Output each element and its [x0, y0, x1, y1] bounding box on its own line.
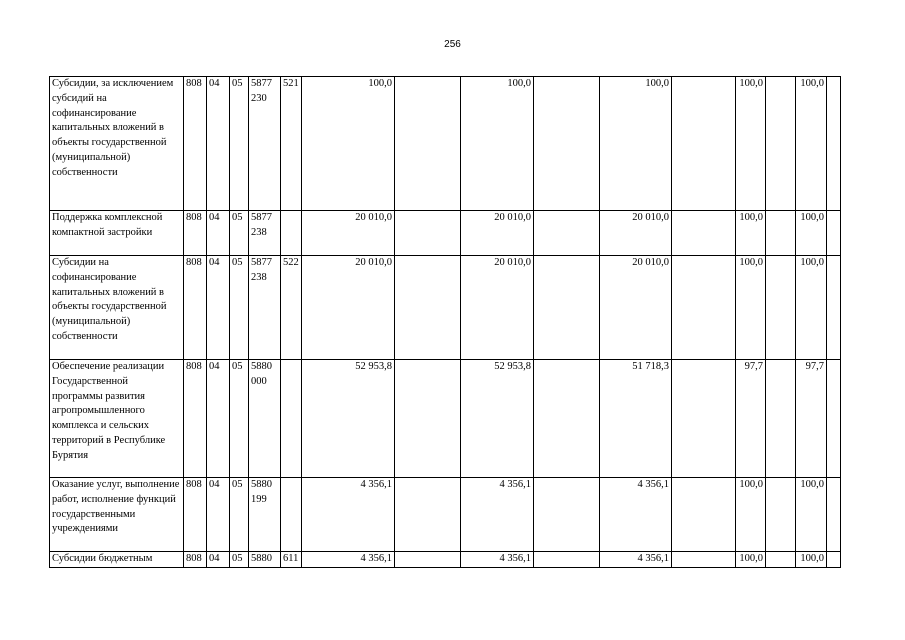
plan-amount-2: 20 010,0 — [461, 211, 534, 256]
ministry-code: 808 — [184, 256, 207, 360]
expense-type-code — [281, 478, 302, 552]
empty-cell — [766, 256, 796, 360]
empty-cell — [672, 360, 736, 478]
empty-cell — [827, 360, 841, 478]
plan-amount-1: 52 953,8 — [302, 360, 395, 478]
target-article-code — [249, 256, 281, 360]
table-row — [50, 211, 841, 256]
target-article-code-top: 5877 — [251, 257, 272, 268]
executed-amount: 4 356,1 — [600, 552, 672, 568]
empty-cell — [766, 77, 796, 211]
empty-cell — [395, 211, 461, 256]
section-code: 04 — [207, 360, 230, 478]
expense-type-code — [281, 360, 302, 478]
target-article-code — [249, 552, 281, 568]
percent-executed-1: 100,0 — [736, 77, 766, 211]
target-article-code-top: 5880 — [251, 479, 272, 490]
percent-executed-1: 100,0 — [736, 552, 766, 568]
executed-amount: 4 356,1 — [600, 478, 672, 552]
empty-cell — [534, 77, 600, 211]
ministry-code: 808 — [184, 478, 207, 552]
subsection-code: 05 — [230, 256, 249, 360]
target-article-code-top: 5880 — [251, 361, 272, 372]
empty-cell — [766, 360, 796, 478]
empty-cell — [827, 77, 841, 211]
empty-cell — [534, 552, 600, 568]
plan-amount-2: 100,0 — [461, 77, 534, 211]
empty-cell — [395, 360, 461, 478]
empty-cell — [827, 478, 841, 552]
subsection-code: 05 — [230, 360, 249, 478]
plan-amount-1: 20 010,0 — [302, 211, 395, 256]
table-row — [50, 360, 841, 478]
percent-executed-1: 97,7 — [736, 360, 766, 478]
empty-cell — [766, 478, 796, 552]
percent-executed-1: 100,0 — [736, 211, 766, 256]
section-code: 04 — [207, 211, 230, 256]
target-article-code-bottom: 199 — [251, 493, 267, 505]
subsection-code: 05 — [230, 478, 249, 552]
plan-amount-2: 4 356,1 — [461, 478, 534, 552]
empty-cell — [672, 552, 736, 568]
empty-cell — [395, 77, 461, 211]
percent-executed-2: 97,7 — [796, 360, 827, 478]
target-article-code-bottom: 238 — [251, 271, 267, 283]
target-article-code-top: 5880 — [251, 553, 272, 564]
row-name: Субсидии на софинансирование капитальных вложений в объекты государственной (муниципальной) собственности — [50, 256, 184, 360]
subsection-code: 05 — [230, 211, 249, 256]
table-row — [50, 552, 841, 568]
ministry-code: 808 — [184, 360, 207, 478]
empty-cell — [534, 256, 600, 360]
target-article-code — [249, 77, 281, 211]
empty-cell — [395, 478, 461, 552]
executed-amount: 20 010,0 — [600, 256, 672, 360]
row-name: Субсидии, за исключением субсидий на софинансирование капитальных вложений в объекты государственной (муниципальной) собственности — [50, 77, 184, 211]
empty-cell — [672, 256, 736, 360]
empty-cell — [534, 478, 600, 552]
target-article-code-top: 5877 — [251, 212, 272, 223]
subsection-code: 05 — [230, 77, 249, 211]
empty-cell — [395, 552, 461, 568]
budget-table — [49, 76, 841, 568]
target-article-code — [249, 211, 281, 256]
plan-amount-2: 4 356,1 — [461, 552, 534, 568]
empty-cell — [827, 552, 841, 568]
executed-amount: 100,0 — [600, 77, 672, 211]
target-article-code — [249, 360, 281, 478]
empty-cell — [827, 256, 841, 360]
percent-executed-2: 100,0 — [796, 552, 827, 568]
plan-amount-2: 20 010,0 — [461, 256, 534, 360]
plan-amount-1: 4 356,1 — [302, 552, 395, 568]
empty-cell — [395, 256, 461, 360]
executed-amount: 51 718,3 — [600, 360, 672, 478]
ministry-code: 808 — [184, 211, 207, 256]
percent-executed-2: 100,0 — [796, 256, 827, 360]
section-code: 04 — [207, 256, 230, 360]
expense-type-code: 522 — [281, 256, 302, 360]
empty-cell — [672, 77, 736, 211]
table-row — [50, 256, 841, 360]
ministry-code: 808 — [184, 552, 207, 568]
empty-cell — [672, 211, 736, 256]
row-name: Субсидии бюджетным — [50, 552, 184, 568]
expense-type-code — [281, 211, 302, 256]
target-article-code-bottom: 230 — [251, 92, 267, 104]
table-row — [50, 77, 841, 211]
empty-cell — [766, 211, 796, 256]
percent-executed-1: 100,0 — [736, 478, 766, 552]
row-name: Поддержка комплексной компактной застройки — [50, 211, 184, 256]
row-name: Оказание услуг, выполнение работ, исполнение функций государственными учреждениями — [50, 478, 184, 552]
plan-amount-1: 20 010,0 — [302, 256, 395, 360]
section-code: 04 — [207, 478, 230, 552]
section-code: 04 — [207, 552, 230, 568]
target-article-code-top: 5877 — [251, 78, 272, 89]
target-article-code — [249, 478, 281, 552]
plan-amount-2: 52 953,8 — [461, 360, 534, 478]
target-article-code-bottom: 238 — [251, 226, 267, 238]
percent-executed-2: 100,0 — [796, 211, 827, 256]
page-number: 256 — [444, 39, 461, 50]
empty-cell — [766, 552, 796, 568]
percent-executed-1: 100,0 — [736, 256, 766, 360]
empty-cell — [534, 360, 600, 478]
empty-cell — [827, 211, 841, 256]
empty-cell — [672, 478, 736, 552]
row-name: Обеспечение реализации Государственной программы развития агропромышленного комплекса и сельских территорий в Республике Бурятия — [50, 360, 184, 478]
percent-executed-2: 100,0 — [796, 478, 827, 552]
subsection-code: 05 — [230, 552, 249, 568]
expense-type-code: 521 — [281, 77, 302, 211]
ministry-code: 808 — [184, 77, 207, 211]
target-article-code-bottom: 000 — [251, 375, 267, 387]
empty-cell — [534, 211, 600, 256]
table-row — [50, 478, 841, 552]
section-code: 04 — [207, 77, 230, 211]
executed-amount: 20 010,0 — [600, 211, 672, 256]
expense-type-code: 611 — [281, 552, 302, 568]
plan-amount-1: 100,0 — [302, 77, 395, 211]
percent-executed-2: 100,0 — [796, 77, 827, 211]
plan-amount-1: 4 356,1 — [302, 478, 395, 552]
